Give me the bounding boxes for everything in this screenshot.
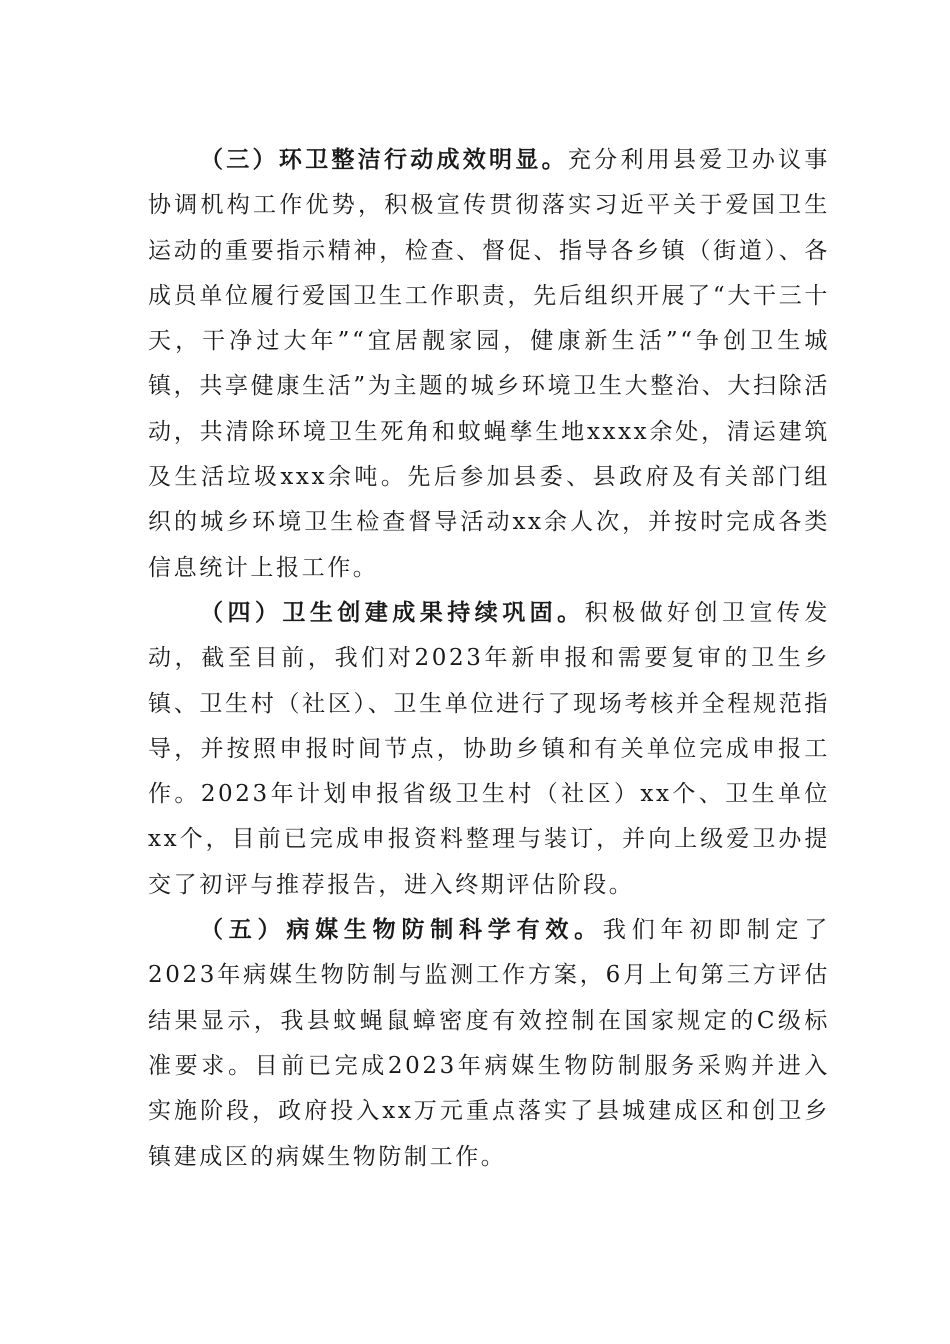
paragraph-vector-control xyxy=(148,908,830,1180)
paragraph-health-creation xyxy=(148,591,830,908)
paragraph-text: 充分利用县爱卫办议事协调机构工作优势，积极宣传贯彻落实习近平关于爱国卫生运动的重要指示精神，检查、督促、指导各乡镇（街道）、各成员单位履行爱国卫生工作职责，先后组织开展了“大干三十天，干净过大年”“宜居靓家园，健康新生活”“争创卫生城镇，共享健康生活”为主题的城乡环境卫生大整治、大扫除活动，共清除环境卫生死角和蚊蝇孳生地xxxx余处，清运建筑及生活垃圾xxx余吨。先后参加县委、县政府及有关部门组织的城乡环境卫生检查督导活动xx余人次，并按时完成各类信息统计上报工作。 xyxy=(148,147,831,581)
document-body xyxy=(148,138,830,1180)
paragraph-text: 我们年初即制定了2023年病媒生物防制与监测工作方案，6月上旬第三方评估结果显示，我县蚊蝇鼠蟑密度有效控制在国家规定的C级标准要求。目前已完成2023年病媒生物防制服务采购并进入实施阶段，政府投入xx万元重点落实了县城建成区和创卫乡镇建成区的病媒生物防制工作。 xyxy=(148,917,830,1170)
paragraph-heading: （三）环卫整洁行动成效明显。 xyxy=(200,147,568,173)
paragraph-heading: （四）卫生创建成果持续巩固。 xyxy=(200,599,585,626)
paragraph-text: 积极做好创卫宣传发动，截至目前，我们对2023年新申报和需要复审的卫生乡镇、卫生村（社区）、卫生单位进行了现场考核并全程规范指导，并按照申报时间节点，协助乡镇和有关单位完成申报工作。2023年计划申报省级卫生村（社区）xx个、卫生单位xx个，目前已完成申报资料整理与装订，并向上级爱卫办提交了初评与推荐报告，进入终期评估阶段。 xyxy=(148,599,831,898)
paragraph-sanitation-campaign xyxy=(148,138,830,591)
paragraph-heading: （五）病媒生物防制科学有效。 xyxy=(200,917,603,944)
